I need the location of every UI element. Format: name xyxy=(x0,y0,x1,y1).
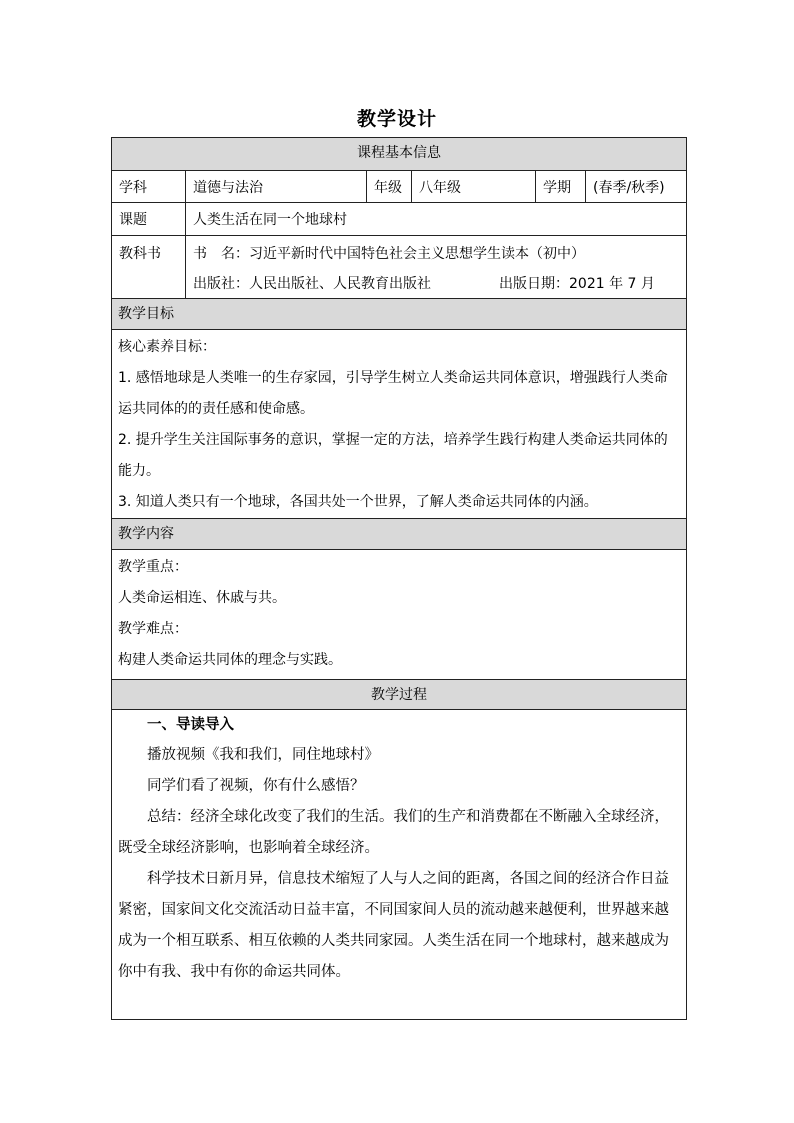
content-body xyxy=(112,550,686,680)
term-label: 学期 xyxy=(536,171,586,202)
difficulty-text: 构建人类命运共同体的理念与实践。 xyxy=(118,652,342,668)
objective-item-2: 2. 提升学生关注国际事务的意识，掌握一定的方法，培养学生践行构建人类命运共同体的能力。 xyxy=(118,432,668,479)
lesson-plan-table xyxy=(111,137,687,1020)
subject-label: 学科 xyxy=(112,171,186,202)
difficulty-label: 教学难点： xyxy=(118,621,188,637)
content-header xyxy=(112,519,686,550)
topic-label: 课题 xyxy=(112,203,186,235)
process-paragraph-2: 同学们看了视频，你有什么感悟？ xyxy=(147,778,365,794)
process-paragraph-4: 科学技术日新月异，信息技术缩短了人与人之间的距离，各国之间的经济合作日益紧密，国家间文化交流活动日益丰富，不同国家间人员的流动越来越便利，世界越来越成为一个相互联系、相互依赖的人类共同家园。人类生活在同一个地球村，越来越成为你中有我、我中有你的命运共同体。 xyxy=(118,871,669,980)
objectives-header-label: 教学目标 xyxy=(118,306,174,322)
subject-row xyxy=(112,171,686,203)
objective-item-3: 3. 知道人类只有一个地球，各国共处一个世界，了解人类命运共同体的内涵。 xyxy=(118,494,598,510)
publication-date: 出版日期：2021 年 7 月 xyxy=(499,276,655,292)
grade-value: 八年级 xyxy=(412,171,536,202)
section-heading-1: 一、导读导入 xyxy=(147,716,234,733)
publisher: 出版社：人民出版社、人民教育出版社 xyxy=(193,276,431,292)
objectives-header xyxy=(112,299,686,330)
process-header xyxy=(112,680,686,710)
process-paragraph-3: 总结：经济全球化改变了我们的生活。我们的生产和消费都在不断融入全球经济，既受全球经济影响，也影响着全球经济。 xyxy=(118,809,669,856)
document-title: 教学设计 xyxy=(356,108,437,130)
basic-info-header xyxy=(112,138,686,171)
process-paragraph-1: 播放视频《我和我们，同住地球村》 xyxy=(147,747,379,763)
basic-info-header-label: 课程基本信息 xyxy=(357,145,441,161)
textbook-label: 教科书 xyxy=(112,236,186,298)
textbook-row xyxy=(112,236,686,299)
content-header-label: 教学内容 xyxy=(118,526,174,542)
subject-value: 道德与法治 xyxy=(186,171,367,202)
book-name: 书 名：习近平新时代中国特色社会主义思想学生读本（初中） xyxy=(193,246,585,262)
objectives-intro: 核心素养目标： xyxy=(118,339,216,355)
objective-item-1: 1. 感悟地球是人类唯一的生存家园，引导学生树立人类命运共同体意识，增强践行人类命运共同体的的责任感和使命感。 xyxy=(118,370,668,417)
objectives-body xyxy=(112,330,686,519)
process-header-label: 教学过程 xyxy=(371,687,427,703)
key-points-text: 人类命运相连、休戚与共。 xyxy=(118,590,286,606)
topic-value: 人类生活在同一个地球村 xyxy=(193,212,347,228)
term-value: (春季/秋季) xyxy=(593,179,665,196)
process-body xyxy=(112,710,686,1019)
topic-row xyxy=(112,203,686,236)
textbook-details xyxy=(186,236,686,298)
key-points-label: 教学重点： xyxy=(118,559,188,575)
grade-label: 年级 xyxy=(367,171,412,202)
